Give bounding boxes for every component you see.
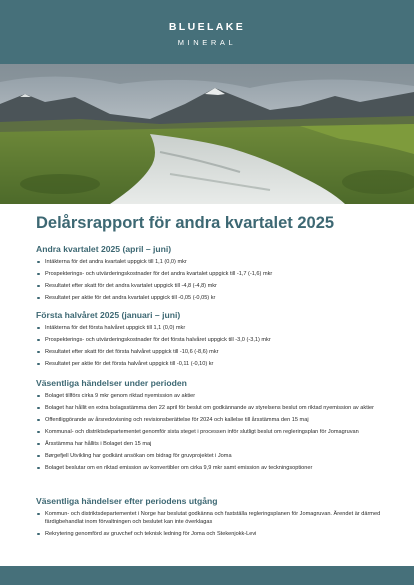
list-item: Årsstämma har hållits i Bolaget den 15 maj: [36, 440, 386, 448]
list-item: Prospekterings- och utvärderingskostnader för det andra kvartalet uppgick till -1,7 (-1,6) mkr: [36, 270, 386, 278]
list-item: Kommun- och distriktsdepartementet i Norge har beslutat godkänna och fastställa regleringsplanen för Jomagruvan. Ärendet är därmed färdigbehandlat inom förvaltningen och beslutet kan inte överklagas: [36, 510, 386, 526]
footer-band: [0, 566, 414, 585]
section-heading: Andra kvartalet 2025 (april – juni): [36, 244, 172, 254]
list-item: Bolaget har hållit en extra bolagsstämma den 22 april för beslut om godkännande av styrelsens beslut om riktad nyemission av aktier: [36, 404, 386, 412]
section-events-after-period: [36, 496, 386, 542]
mountain-landscape-image: [0, 64, 414, 204]
brand-logo-subline: MINERAL: [177, 38, 237, 47]
list-item: Bolaget tillförs cirka 9 mkr genom riktad nyemission av aktier: [36, 392, 386, 400]
list-item: Børgefjell Utvikling har godkänt ansökan om bidrag för gruvprojektet i Joma: [36, 452, 386, 460]
bullet-list: [36, 510, 386, 538]
page-title: Delårsrapport för andra kvartalet 2025: [36, 214, 335, 232]
list-item: Intäkterna för det första halvåret uppgick till 1,1 (0,0) mkr: [36, 324, 386, 332]
list-item: Rekrytering genomförd av gruvchef och teknisk ledning för Joma och Stekenjokk-Levi: [36, 530, 386, 538]
list-item: Prospekterings- och utvärderingskostnader för det första halvåret uppgick till -3,0 (-3,1) mkr: [36, 336, 386, 344]
bullet-list: [36, 324, 386, 368]
list-item: Bolaget beslutar om en riktad emission av konvertibler om cirka 9,9 mkr samt emission av teckningsoptioner: [36, 464, 386, 472]
list-item: Resultatet efter skatt för det första halvåret uppgick till -10,6 (-8,6) mkr: [36, 348, 386, 356]
list-item: Resultatet per aktie för det första halvåret uppgick till -0,11 (-0,10) kr: [36, 360, 386, 368]
bullet-list: [36, 392, 386, 472]
section-heading: Väsentliga händelser under perioden: [36, 378, 187, 388]
hero-photo: [0, 64, 414, 204]
list-item: Resultatet per aktie för det andra kvartalet uppgick till -0,05 (-0,05) kr: [36, 294, 386, 302]
section-q2-2025: [36, 244, 386, 306]
list-item: Offentliggörande av årsredovisning och revisionsberättelse för 2024 och kallelse till årsstämma den 15 maj: [36, 416, 386, 424]
section-events-period: [36, 378, 386, 476]
section-heading: Första halvåret 2025 (januari – juni): [36, 310, 181, 320]
brand-logo-wordmark: BLUELAKE: [168, 21, 246, 33]
report-body: [0, 204, 414, 566]
list-item: Resultatet efter skatt för det andra kvartalet uppgick till -4,8 (-4,8) mkr: [36, 282, 386, 290]
bullet-list: [36, 258, 386, 302]
header-band: [0, 0, 414, 64]
list-item: Intäkterna för det andra kvartalet uppgick till 1,1 (0,0) mkr: [36, 258, 386, 266]
section-heading: Väsentliga händelser efter periodens utgång: [36, 496, 218, 506]
list-item: Kommunal- och distriktsdepartementet genomför sista steget i processen inför slutligt beslut om regleringsplan för Jomagruvan: [36, 428, 386, 436]
section-h1-2025: [36, 310, 386, 372]
